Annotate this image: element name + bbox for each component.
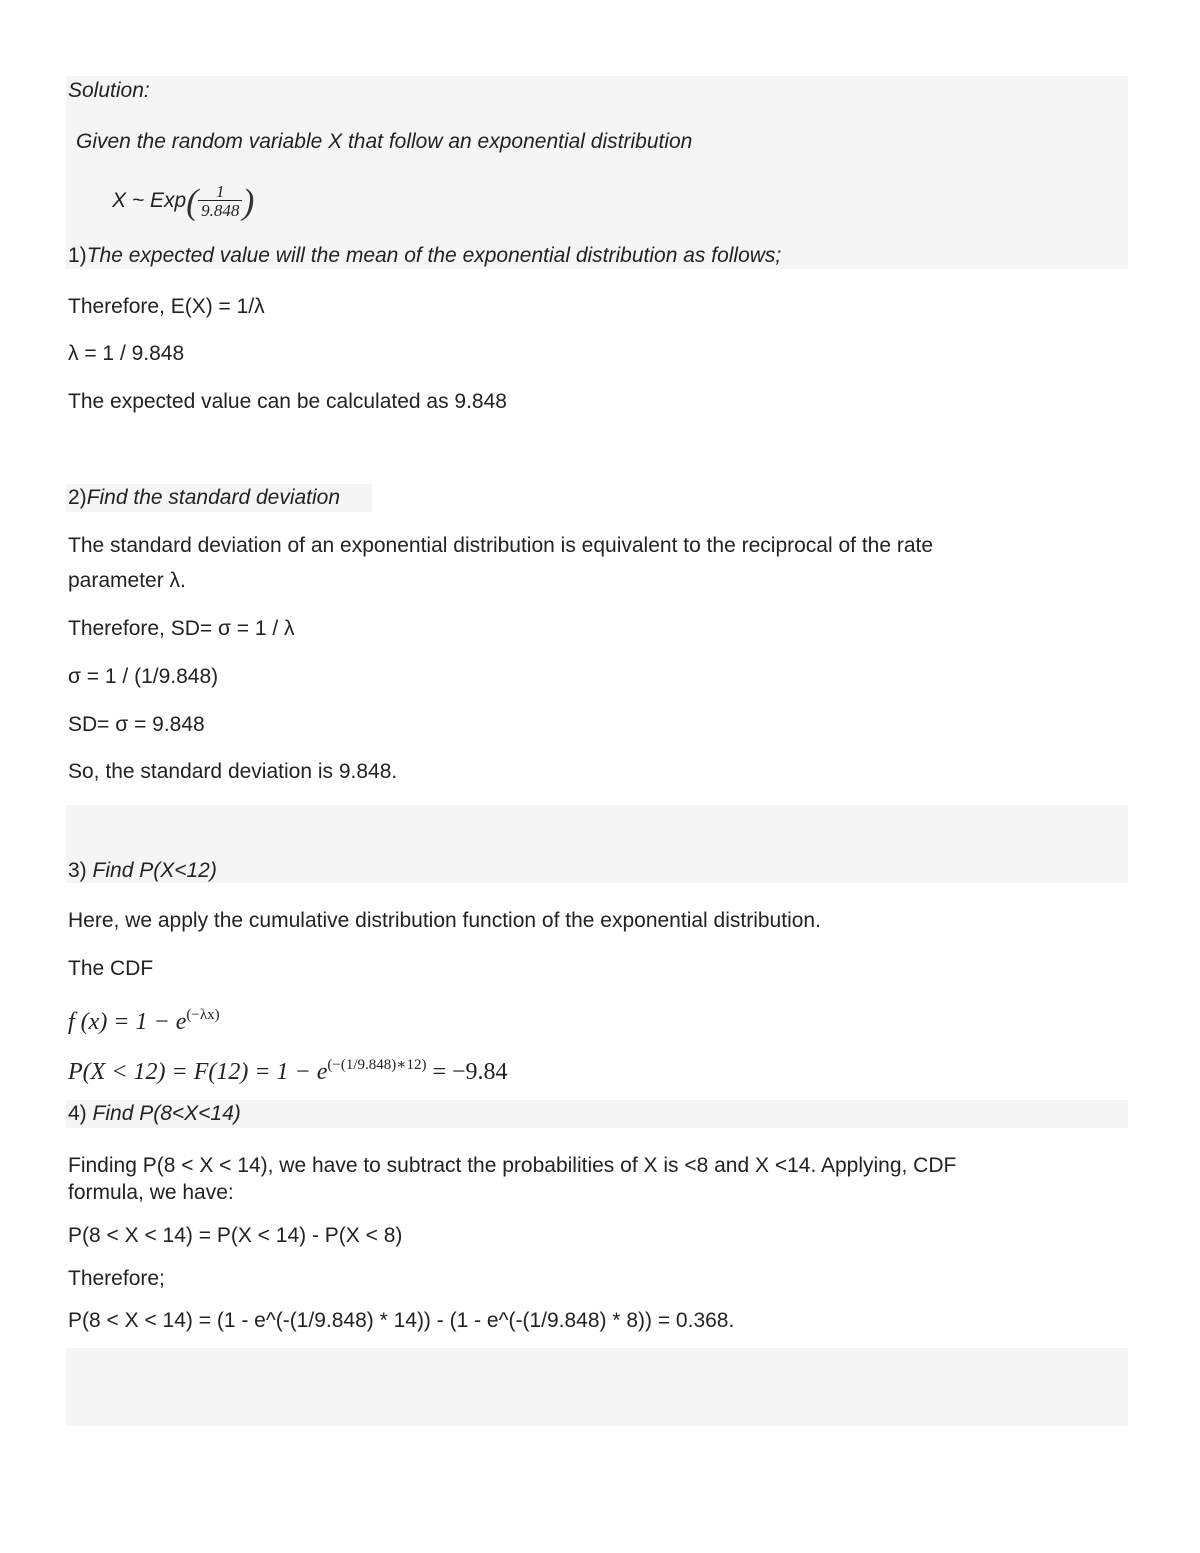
distribution-fraction: [198, 183, 242, 219]
cdf-formula-exponent: (−λx): [186, 1007, 220, 1023]
part1-line3: The expected value can be calculated as 9.848: [68, 390, 507, 413]
part1-line2: λ = 1 / 9.848: [68, 342, 185, 365]
part4-para-line1: Finding P(8 < X < 14), we have to subtract the probabilities of X is <8 and X <14. Applying, CDF: [68, 1154, 957, 1177]
probability-formula-exponent: (−(1/9.848)∗12): [327, 1057, 427, 1073]
probability-formula-rhs: = −9.84: [426, 1059, 508, 1085]
part1-heading: 1)The expected value will the mean of the exponential distribution as follows;: [68, 244, 782, 267]
part2-line4: So, the standard deviation is 9.848.: [68, 760, 398, 783]
fraction-numerator: 1: [216, 182, 225, 202]
part4-heading: 4) Find P(8<X<14): [68, 1102, 241, 1125]
part2-para-line1: The standard deviation of an exponential distribution is equivalent to the reciprocal of the rate: [68, 534, 934, 557]
shaded-block-footer: [66, 1348, 1128, 1426]
distribution-lhs: X ~ Exp: [112, 189, 187, 212]
part4-line2: Therefore;: [68, 1267, 165, 1290]
part1-line1: Therefore, E(X) = 1/λ: [68, 295, 265, 318]
probability-formula: [68, 1050, 508, 1087]
part2-line2: σ = 1 / (1/9.848): [68, 665, 219, 688]
shaded-block-intro: [66, 76, 1128, 269]
probability-formula-lhs: P(X < 12) = F(12) = 1 − e: [68, 1059, 328, 1085]
given-text: Given the random variable X that follow an exponential distribution: [76, 130, 693, 153]
open-paren: (: [186, 181, 199, 222]
part2-line1: Therefore, SD= σ = 1 / λ: [68, 617, 295, 640]
part3-para: Here, we apply the cumulative distribution function of the exponential distribution.: [68, 909, 821, 932]
fraction-denominator: 9.848: [198, 200, 242, 219]
part4-line3: P(8 < X < 14) = (1 - e^(-(1/9.848) * 14)) - (1 - e^(-(1/9.848) * 8)) = 0.368.: [68, 1309, 735, 1332]
part4-line1: P(8 < X < 14) = P(X < 14) - P(X < 8): [68, 1224, 403, 1247]
distribution-formula: [112, 176, 254, 226]
shaded-block-part3-heading: [66, 805, 1128, 883]
part4-para-line2: formula, we have:: [68, 1181, 234, 1204]
part3-cdf-label: The CDF: [68, 957, 154, 980]
close-paren: ): [242, 181, 255, 222]
solution-label: Solution:: [68, 79, 150, 102]
cdf-formula: [68, 1000, 220, 1037]
cdf-formula-lhs: f (x) = 1 − e: [68, 1009, 187, 1035]
part2-para-line2: parameter λ.: [68, 569, 186, 592]
part2-heading: 2)Find the standard deviation: [68, 486, 341, 509]
part2-line3: SD= σ = 9.848: [68, 713, 205, 736]
part3-heading: 3) Find P(X<12): [68, 859, 217, 882]
